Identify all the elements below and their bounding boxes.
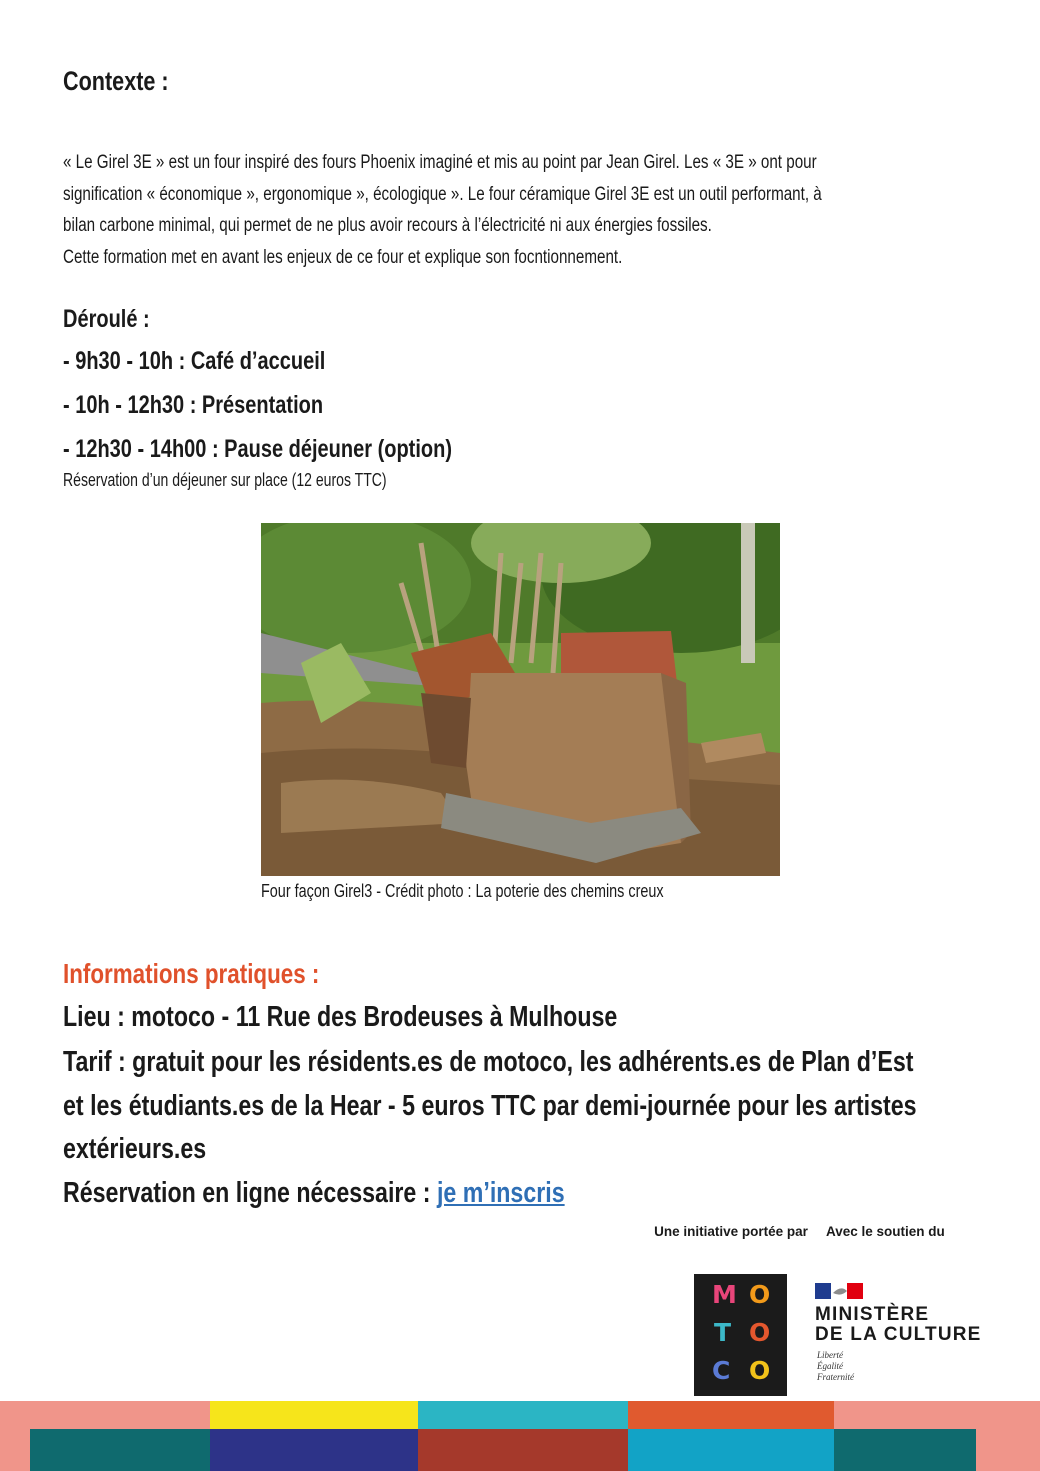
reservation-label: Réservation en ligne nécessaire : [63,1177,437,1209]
motoco-letter: O [749,1356,771,1385]
footer-band [418,1401,628,1429]
ministry-line: MINISTÈRE [815,1304,930,1325]
info-reservation [63,1177,565,1210]
context-line: Cette formation met en avant les enjeux de ce four et explique son focntionnement. [63,246,623,268]
motoco-logo [694,1274,787,1396]
motto-line: Fraternité [817,1372,854,1382]
context-line: signification « économique », ergonomique », écologique ». Le four céramique Girel 3E est un outil performant, à [63,183,822,205]
schedule-item: - 10h - 12h30 : Présentation [63,391,324,419]
footer-band [210,1429,418,1471]
schedule-item: - 9h30 - 10h : Café d’accueil [63,347,326,375]
footer-band [628,1429,834,1471]
ministry-line: DE LA CULTURE [815,1324,982,1345]
info-tarif: et les étudiants.es de la Hear - 5 euros TTC par demi-journée pour les artistes [63,1090,917,1122]
motoco-letter: M [712,1280,737,1309]
motoco-letter: T [714,1318,732,1347]
context-line: « Le Girel 3E » est un four inspiré des fours Phoenix imaginé et mis au point par Jean Girel. Les « 3E » ont pour [63,152,817,173]
info-tarif: extérieurs.es [63,1133,207,1165]
register-link[interactable]: je m’inscris [436,1177,565,1209]
motoco-letter: O [749,1280,771,1309]
info-tarif: Tarif : gratuit pour les résidents.es de motoco, les adhérents.es de Plan d’Est [63,1046,914,1078]
initiative-label: Une initiative portée par [654,1224,808,1239]
footer-band [30,1429,210,1471]
motto-line: Liberté [817,1350,843,1360]
support-label: Avec le soutien du [826,1224,945,1239]
footer-band [628,1401,834,1429]
schedule-item: - 12h30 - 14h00 : Pause déjeuner (option) [63,435,452,463]
ministry-name [815,1305,982,1345]
footer-band [418,1429,628,1471]
marianne-icon [815,1281,865,1301]
context-paragraph [63,147,1011,273]
footer-band [834,1429,976,1471]
motoco-letter: O [749,1318,771,1347]
kiln-photo [261,523,780,876]
motoco-letter: C [712,1356,731,1385]
photo-caption: Four façon Girel3 - Crédit photo : La poterie des chemins creux [261,881,664,901]
info-title: Informations pratiques : [63,958,320,989]
motto-line: Égalité [817,1361,843,1371]
deroule-title: Déroulé : [63,305,150,333]
ministry-motto [817,1350,854,1383]
context-line: bilan carbone minimal, qui permet de ne plus avoir recours à l’électricité ni aux énergies fossiles. [63,215,712,236]
context-title: Contexte : [63,66,169,96]
info-lieu: Lieu : motoco - 11 Rue des Brodeuses à Mulhouse [63,1001,618,1033]
footer-band [210,1401,418,1429]
lunch-note: Réservation d’un déjeuner sur place (12 euros TTC) [63,470,387,490]
